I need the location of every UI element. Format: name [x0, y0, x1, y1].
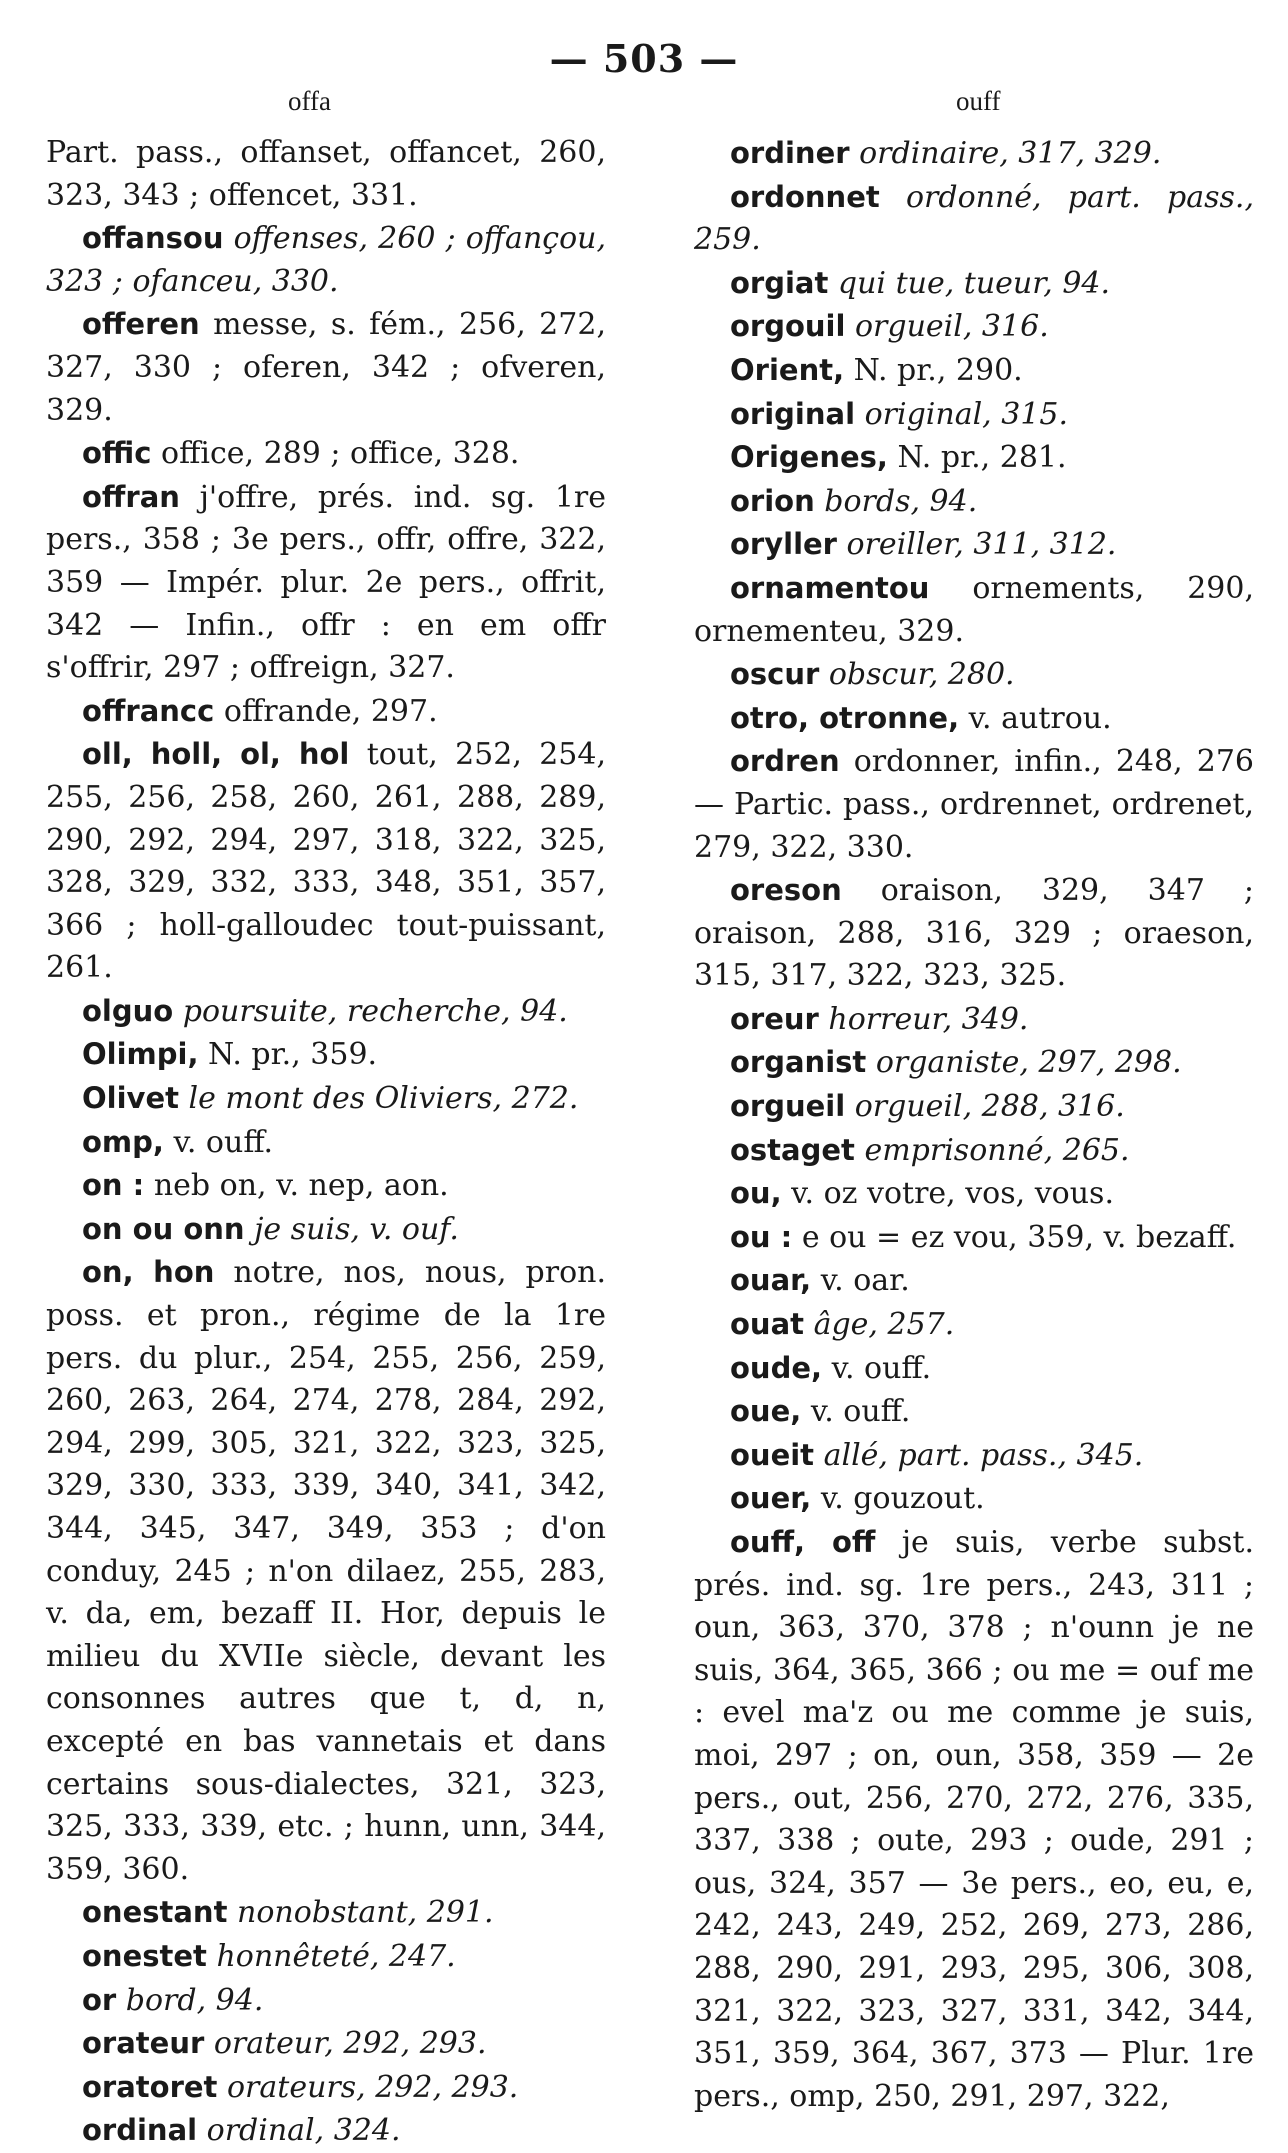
entry-headword: ou : — [730, 1219, 793, 1254]
entry-text: poursuite, recherche, 94. — [182, 993, 568, 1029]
entry-text: neb on, v. nep, aon. — [153, 1168, 449, 1204]
dictionary-entry — [694, 1303, 1254, 1347]
entry-text: orgueil, 288, 316. — [854, 1089, 1125, 1125]
entry-text: nonobstant, 291. — [237, 1895, 494, 1931]
dictionary-entry — [694, 132, 1254, 176]
dictionary-entry — [694, 436, 1254, 480]
entry-text: ornements, 290, ornementeu, 329. — [694, 570, 1254, 649]
entry-text: tout, 252, 254, 255, 256, 258, 260, 261, 288, 289, 290, 292, 294, 297, 318, 322, 325, 328, 329, 332, 333, 348, 351, 357, 366 ; holl-galloudec tout-puissant, 261. — [46, 737, 606, 986]
dictionary-entry — [694, 869, 1254, 998]
dictionary-entry — [694, 998, 1254, 1042]
entry-text: organiste, 297, 298. — [875, 1045, 1182, 1081]
entry-text: offrande, 297. — [223, 693, 438, 729]
entry-text: ordinal, 324. — [206, 2113, 401, 2149]
page-number: — 503 — — [549, 36, 739, 81]
entry-headword: on : — [82, 1168, 145, 1203]
entry-headword: ordonnet — [730, 179, 880, 214]
dictionary-entry — [694, 1041, 1254, 1085]
dictionary-entry — [694, 1434, 1254, 1478]
dictionary-entry — [694, 567, 1254, 653]
entry-text: horreur, 349. — [828, 1001, 1029, 1037]
dictionary-entry — [694, 697, 1254, 741]
dictionary-entry — [694, 1216, 1254, 1260]
entry-text: N. pr., 359. — [208, 1037, 378, 1073]
entry-headword: Orient, — [730, 352, 845, 387]
entry-text: je suis, v. ouf. — [254, 1211, 459, 1247]
entry-headword: oueit — [730, 1437, 815, 1472]
dictionary-entry — [46, 1979, 606, 2023]
right-column-header: ouff — [956, 86, 1001, 116]
dictionary-entry — [694, 305, 1254, 349]
entry-headword: olguo — [82, 993, 174, 1028]
dictionary-entry — [694, 1172, 1254, 1216]
entry-headword: Olimpi, — [82, 1037, 199, 1072]
dictionary-entry — [46, 990, 606, 1034]
dictionary-entry — [46, 476, 606, 690]
entry-headword: orateur — [82, 2026, 205, 2061]
entry-text: ordonner, infin., 248, 276 — Partic. pass., ordrennet, ordrenet, 279, 322, 330. — [694, 744, 1254, 865]
entry-text: obscur, 280. — [828, 657, 1015, 693]
dictionary-entry — [694, 393, 1254, 437]
dictionary-entry — [46, 690, 606, 734]
dictionary-entry — [694, 1477, 1254, 1521]
entry-text: ordonné, part. pass., 259. — [694, 179, 1254, 258]
entry-text: âge, 257. — [813, 1307, 955, 1343]
entry-headword: orgiat — [730, 265, 829, 300]
entry-headword: ordinal — [82, 2113, 198, 2148]
entry-headword: Origenes, — [730, 440, 888, 475]
dictionary-entry — [694, 349, 1254, 393]
entry-headword: or — [82, 1982, 117, 2017]
left-column — [46, 132, 606, 2153]
dictionary-entry — [46, 2109, 606, 2153]
entry-headword: on ou onn — [82, 1211, 245, 1246]
entry-headword: Olivet — [82, 1081, 179, 1116]
dictionary-entry — [694, 480, 1254, 524]
entry-headword: on, hon — [82, 1255, 215, 1290]
entry-text: notre, nos, nous, pron. poss. et pron., régime de la 1re pers. du plur., 254, 255, 256, 259, 260, 263, 264, 274, 278, 284, 292, 294, 299, 305, 321, 322, 323, 325, 329, 330, 333, 339, 340, 341, 342, 344, 345, 347, 349, 353 ; d'on conduy, 245 ; n'on dilaez, 255, 283, v. da, em, bezaff II. Hor, depuis le milieu du XVIIe siècle, devant les consonnes autres que t, d, n, excepté en bas vannetais et dans certains sous-dialectes, 321, 323, 325, 333, 339, etc. ; hunn, unn, 344, 359, 360. — [46, 1255, 606, 1887]
entry-headword: oscur — [730, 657, 820, 692]
entry-headword: oreson — [730, 873, 842, 908]
entry-headword: omp, — [82, 1124, 164, 1159]
entry-headword: ou, — [730, 1176, 782, 1211]
entry-headword: original — [730, 396, 856, 431]
entry-text: office, 289 ; office, 328. — [161, 436, 520, 472]
entry-text: messe, s. fém., 256, 272, 327, 330 ; oferen, 342 ; ofveren, 329. — [46, 307, 606, 428]
entry-text: oreiller, 311, 312. — [846, 527, 1117, 563]
entry-text: orateur, 292, 293. — [213, 2026, 487, 2062]
dictionary-entry — [46, 1935, 606, 1979]
entry-text: j'offre, prés. ind. sg. 1re pers., 358 ; 3e pers., offr, offre, 322, 359 — Impér. plur. 2e pers., offrit, 342 — Infin., offr : en em offr s'offrir, 297 ; offreign, 327. — [46, 479, 607, 686]
dictionary-entry — [694, 740, 1254, 869]
entry-headword: offic — [82, 436, 152, 471]
entry-text: le mont des Oliviers, 272. — [188, 1081, 579, 1117]
dictionary-entry — [694, 523, 1254, 567]
entry-headword: organist — [730, 1045, 867, 1080]
entry-headword: onestet — [82, 1938, 207, 1973]
dictionary-entry — [694, 1390, 1254, 1434]
dictionary-entry — [46, 733, 606, 990]
dictionary-entry — [46, 217, 606, 303]
entry-headword: oue, — [730, 1394, 802, 1429]
entry-headword: ouff, off — [730, 1525, 876, 1559]
entry-text: N. pr., 281. — [897, 440, 1067, 476]
entry-text: orateurs, 292, 293. — [226, 2069, 519, 2105]
dictionary-entry — [694, 1085, 1254, 1129]
entry-headword: offrancc — [82, 693, 215, 728]
entry-text: offenses, 260 ; offançou, 323 ; ofanceu, 330. — [46, 221, 606, 299]
entry-headword: orgueil — [730, 1089, 846, 1124]
entry-text: v. autrou. — [968, 700, 1112, 736]
entry-headword: otro, otronne, — [730, 700, 960, 735]
left-column-header: offa — [288, 86, 331, 116]
dictionary-entry — [46, 1077, 606, 1121]
entry-text: v. oar. — [820, 1263, 910, 1299]
dictionary-entry — [46, 432, 606, 476]
dictionary-entry — [46, 132, 606, 217]
dictionary-entry — [46, 1208, 606, 1252]
entry-headword: oude, — [730, 1350, 823, 1385]
entry-text: e ou = ez vou, 359, v. bezaff. — [801, 1219, 1237, 1255]
entry-text: v. ouff. — [810, 1394, 911, 1430]
entry-headword: offansou — [82, 221, 224, 256]
entry-headword: oryller — [730, 527, 837, 562]
dictionary-entry — [46, 303, 606, 432]
entry-text: v. ouff. — [831, 1350, 932, 1386]
entry-text: bords, 94. — [824, 483, 978, 519]
dictionary-entry — [46, 2066, 606, 2110]
dictionary-entry — [694, 1259, 1254, 1303]
entry-text: N. pr., 290. — [853, 352, 1023, 388]
entry-text: v. oz votre, vos, vous. — [791, 1176, 1114, 1212]
dictionary-entry — [46, 1164, 606, 1208]
entry-text: original, 315. — [864, 396, 1069, 432]
entry-headword: ouer, — [730, 1481, 812, 1516]
entry-text: oraison, 329, 347 ; oraison, 288, 316, 329 ; oraeson, 315, 317, 322, 323, 325. — [694, 873, 1254, 994]
entry-text: v. ouff. — [173, 1124, 274, 1160]
entry-headword: ordiner — [730, 136, 850, 170]
entry-headword: ouar, — [730, 1263, 812, 1298]
entry-headword: oratoret — [82, 2069, 218, 2104]
dictionary-entry — [694, 1129, 1254, 1173]
dictionary-entry — [46, 1121, 606, 1165]
dictionary-entry — [46, 2022, 606, 2066]
right-column — [694, 132, 1254, 2118]
entry-text: qui tue, tueur, 94. — [837, 265, 1111, 301]
dictionary-entry — [46, 1251, 606, 1891]
entry-headword: orgouil — [730, 309, 846, 344]
entry-headword: offran — [82, 479, 180, 514]
entry-headword: ornamentou — [730, 570, 930, 605]
entry-headword: ouat — [730, 1307, 805, 1342]
entry-text: ordinaire, 317, 329. — [859, 136, 1162, 171]
dictionary-entry — [694, 176, 1254, 262]
dictionary-entry — [46, 1891, 606, 1935]
dictionary-entry — [694, 1521, 1254, 2118]
entry-headword: orion — [730, 483, 815, 518]
entry-headword: offeren — [82, 307, 200, 342]
entry-headword: onestant — [82, 1895, 228, 1930]
entry-text: je suis, verbe subst. prés. ind. sg. 1re pers., 243, 311 ; oun, 363, 370, 378 ; n'ounn je ne suis, 364, 365, 366 ; ou me = ouf me : evel ma'z ou me comme je suis, moi, 297 ; on, oun, 358, 359 — 2e pers., out, 256, 270, 272, 276, 335, 337, 338 ; oute, 293 ; oude, 291 ; ous, 324, 357 — 3e pers., eo, eu, e, 242, 243, 249, 252, 269, 273, 286, 288, 290, 291, 293, 295, 306, 308, 321, 322, 323, 327, 331, 342, 344, 351, 359, 364, 367, 373 — Plur. 1re pers., omp, 250, 291, 297, 322, — [694, 1525, 1254, 2114]
entry-text: Part. pass., offanset, offancet, 260, 323, 343 ; offencet, 331. — [46, 135, 606, 213]
dictionary-entry — [694, 653, 1254, 697]
entry-headword: oll, holl, ol, hol — [82, 737, 350, 772]
entry-text: honnêteté, 247. — [216, 1938, 456, 1974]
entry-text: allé, part. pass., 345. — [823, 1437, 1144, 1473]
entry-text: bord, 94. — [125, 1982, 264, 2018]
entry-text: v. gouzout. — [820, 1481, 985, 1517]
dictionary-entry — [694, 262, 1254, 306]
entry-text: orgueil, 316. — [854, 309, 1049, 345]
dictionary-entry — [46, 1033, 606, 1077]
entry-headword: ostaget — [730, 1132, 855, 1167]
entry-headword: oreur — [730, 1001, 819, 1036]
entry-text: emprisonné, 265. — [864, 1132, 1130, 1168]
dictionary-entry — [694, 1347, 1254, 1391]
entry-headword: ordren — [730, 744, 840, 779]
